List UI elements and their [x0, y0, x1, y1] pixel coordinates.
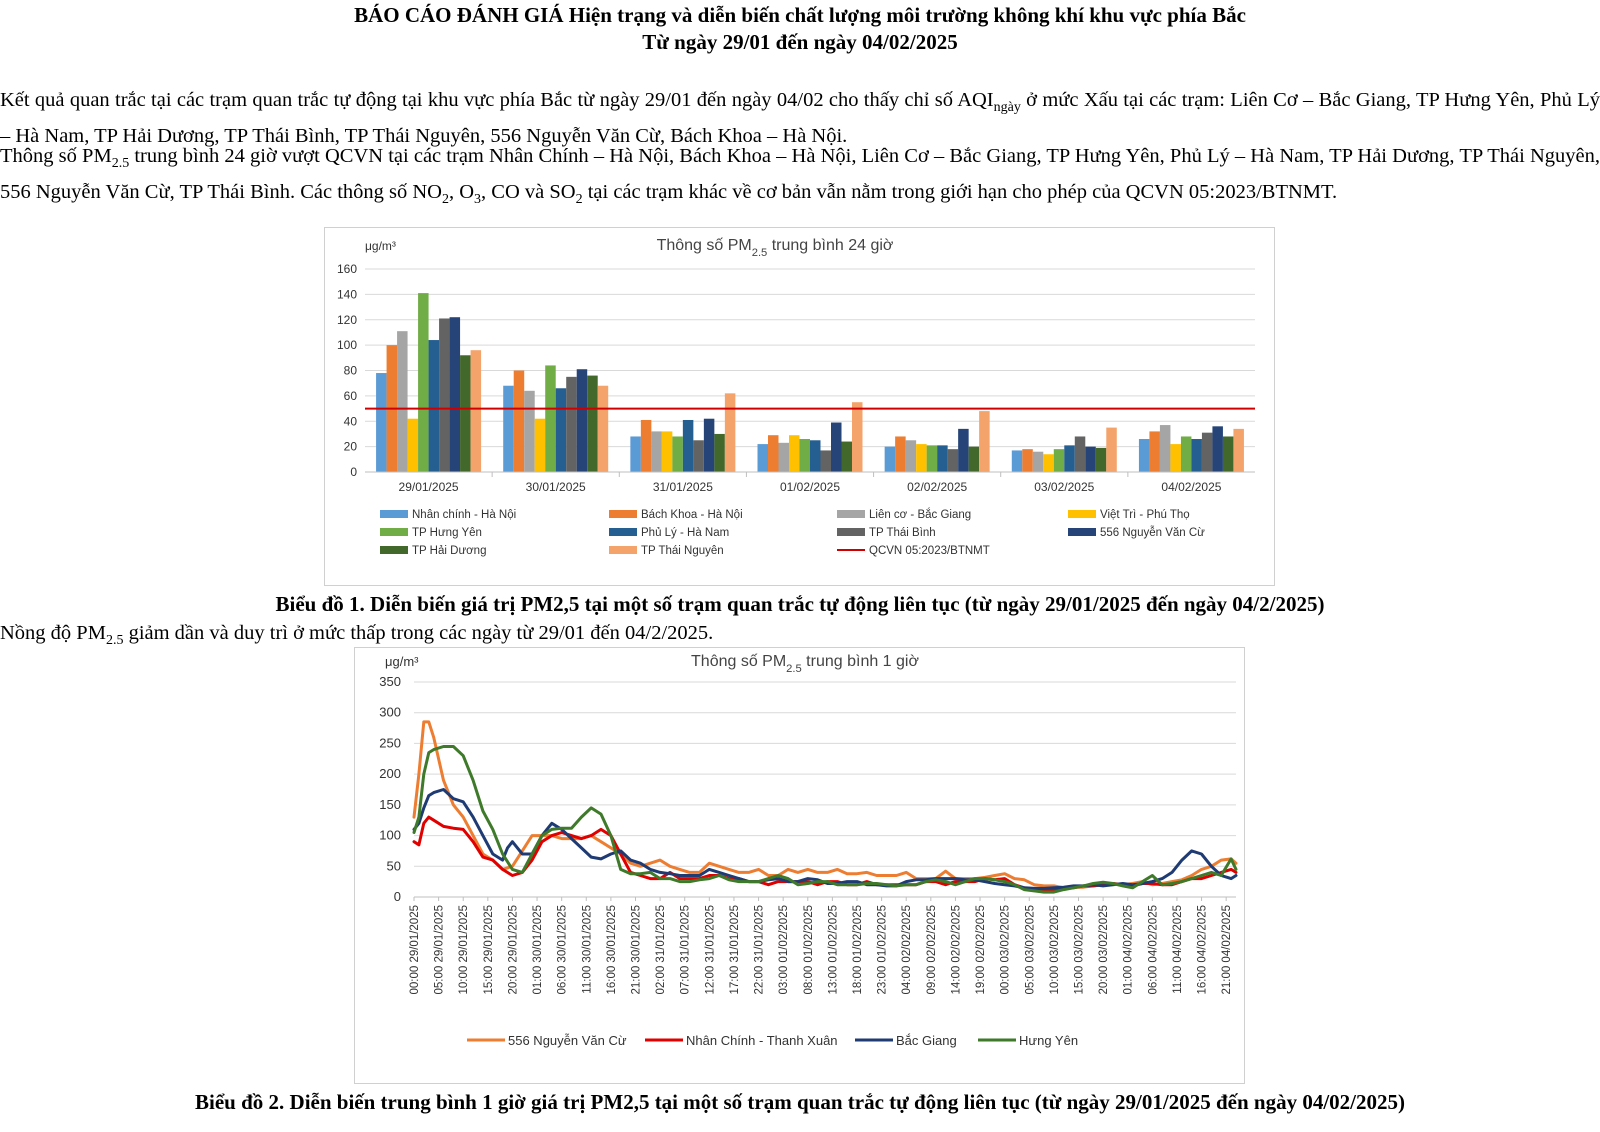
bar [1233, 429, 1244, 472]
x-tick-label: 20:00 29/01/2025 [507, 905, 520, 995]
x-tick-label: 16:00 30/01/2025 [605, 905, 618, 995]
bar [831, 423, 842, 472]
x-tick-label: 01:00 30/01/2025 [532, 905, 545, 995]
x-tick-label: 10:00 29/01/2025 [458, 905, 471, 995]
bar [810, 440, 821, 472]
legend-swatch [380, 528, 408, 536]
x-tick-label: 09:00 02/02/2025 [925, 905, 938, 995]
para3-t1: Nồng độ PM [0, 622, 106, 644]
para2-s4: 2 [575, 192, 583, 208]
x-tick-label: 07:00 31/01/2025 [679, 905, 692, 995]
legend-label: 556 Nguyễn Văn Cừ [508, 1033, 627, 1048]
bar [725, 393, 736, 472]
bar [758, 444, 769, 472]
bar [450, 317, 461, 472]
legend-label: Liên cơ - Bắc Giang [869, 509, 972, 521]
x-tick-label: 30/01/2025 [525, 480, 586, 494]
legend-swatch [380, 510, 408, 518]
bar [789, 435, 800, 472]
para2-t5: tại các trạm khác về cơ bản vẫn nằm trong giới hạn cho phép của QCVN 05:2023/BTNMT. [582, 181, 1338, 204]
legend-label: Hưng Yên [1019, 1033, 1079, 1048]
legend-label: TP Hưng Yên [412, 527, 482, 539]
y-tick-label: 120 [336, 312, 357, 327]
bar [1085, 447, 1096, 472]
bar [1170, 444, 1181, 472]
bar [1181, 436, 1192, 472]
y-axis-unit: μg/m³ [385, 654, 419, 669]
report-title [0, 2, 1600, 56]
x-tick-label: 02:00 31/01/2025 [655, 905, 668, 995]
bar [895, 436, 906, 472]
bar [641, 420, 652, 472]
chart-title: Thông số $PM_{2.5}$ trung bình 1 giờ [691, 653, 919, 675]
bar [429, 340, 440, 472]
para1-sub: ngày [993, 100, 1021, 116]
bar [768, 435, 779, 472]
bar [779, 443, 790, 472]
paragraph-aqi [0, 86, 1600, 150]
y-axis-unit: μg/m³ [365, 239, 396, 253]
bar [885, 447, 896, 472]
para3-s1: 2.5 [105, 633, 124, 649]
bar [1223, 436, 1234, 472]
series-line [414, 747, 1236, 893]
x-tick-label: 03/02/2025 [1034, 480, 1095, 494]
bar [704, 419, 715, 472]
x-tick-label: 05:00 03/02/2025 [1024, 905, 1037, 995]
x-tick-label: 01:00 04/02/2025 [1122, 905, 1135, 995]
bar [1012, 450, 1023, 472]
bar [545, 365, 556, 472]
chart-title: Thông số $PM_{2.5}$ trung bình 24 giờ [656, 237, 894, 259]
x-tick-label: 00:00 29/01/2025 [409, 905, 421, 995]
legend-swatch [837, 510, 865, 518]
y-tick-label: 80 [343, 363, 357, 378]
chart-pm25-1h-svg [355, 648, 1246, 1085]
para3-t2: giảm dần và duy trì ở mức thấp trong các ngày từ 29/01 đến 04/2/2025. [123, 622, 714, 644]
y-tick-label: 0 [393, 889, 401, 904]
legend-label: TP Thái Bình [869, 527, 936, 539]
bar [1139, 439, 1150, 472]
x-tick-label: 21:00 30/01/2025 [630, 905, 643, 995]
x-tick-label: 16:00 04/02/2025 [1196, 905, 1209, 995]
bar [524, 391, 535, 472]
legend-label: QCVN 05:2023/BTNMT [869, 545, 990, 557]
para2-t4: , CO và SO [481, 181, 576, 204]
chart2-caption: Biểu đồ 2. Diễn biến trung bình 1 giờ giá trị PM2,5 tại một số trạm quan trắc tự động liên tục (từ ngày 29/01/2025 đến ngày 04/02/2025) [195, 1090, 1405, 1114]
x-tick-label: 10:00 03/02/2025 [1048, 905, 1061, 995]
y-tick-label: 200 [379, 766, 401, 782]
y-tick-label: 150 [379, 796, 401, 812]
bar [566, 377, 577, 472]
x-tick-label: 11:00 04/02/2025 [1171, 905, 1184, 994]
bar [672, 436, 683, 472]
bar [630, 436, 641, 472]
x-tick-label: 31/01/2025 [652, 480, 713, 494]
bar [1075, 436, 1086, 472]
bar [958, 429, 969, 472]
bar [916, 444, 927, 472]
y-tick-label: 160 [336, 262, 357, 276]
legend-label: Bách Khoa - Hà Nội [641, 509, 743, 521]
bar [556, 388, 567, 472]
x-tick-label: 12:00 31/01/2025 [704, 905, 717, 995]
bar [937, 445, 948, 472]
bar [821, 450, 832, 472]
bar [1212, 426, 1223, 472]
bar [587, 376, 598, 472]
para2-t1: Thông số PM [0, 145, 112, 167]
bar [1043, 454, 1054, 472]
x-tick-label: 01/02/2025 [779, 480, 841, 494]
bar [852, 402, 863, 472]
x-tick-label: 11:00 30/01/2025 [581, 905, 594, 994]
bar [683, 420, 694, 472]
x-tick-label: 21:00 04/02/2025 [1221, 905, 1234, 995]
bar [969, 447, 980, 472]
x-tick-label: 29/01/2025 [398, 480, 459, 494]
x-tick-label: 04:00 02/02/2025 [901, 905, 914, 995]
bar [1096, 448, 1107, 472]
bar [535, 419, 546, 472]
bar [460, 355, 471, 472]
x-tick-label: 13:00 01/02/2025 [827, 905, 840, 995]
chart-pm25-24h-svg [325, 228, 1276, 587]
bar [1022, 449, 1032, 472]
x-tick-label: 15:00 03/02/2025 [1073, 905, 1086, 995]
y-tick-label: 50 [386, 858, 401, 874]
x-tick-label: 18:00 01/02/2025 [851, 905, 864, 995]
chart-pm25-24h [324, 227, 1275, 586]
bar [948, 449, 959, 472]
bar [1191, 439, 1202, 472]
bar [1106, 428, 1117, 472]
bar [577, 369, 588, 472]
legend-label: Nhân chính - Hà Nội [412, 509, 517, 521]
legend-label: Phủ Lý - Hà Nam [641, 527, 730, 539]
legend-label: TP Thái Nguyên [641, 545, 724, 557]
y-tick-label: 140 [336, 287, 357, 302]
x-tick-label: 19:00 02/02/2025 [975, 905, 988, 995]
legend-swatch [609, 546, 637, 554]
x-tick-label: 03:00 01/02/2025 [778, 905, 791, 995]
bar [1064, 445, 1075, 472]
legend-label: Việt Trì - Phú Thọ [1100, 509, 1190, 521]
bar [714, 434, 725, 472]
x-tick-label: 05:00 29/01/2025 [433, 905, 446, 995]
bar [1160, 425, 1171, 472]
x-tick-label: 06:00 04/02/2025 [1147, 905, 1160, 995]
y-tick-label: 60 [343, 388, 357, 403]
chart1-caption: Biểu đồ 1. Diễn biến giá trị PM2,5 tại một số trạm quan trắc tự động liên tục (từ ngày 29/01/2025 đến ngày 04/2/2025) [275, 592, 1325, 616]
report-title-line1: BÁO CÁO ĐÁNH GIÁ Hiện trạng và diễn biến chất lượng môi trường không khí khu vực phía Bắc [354, 3, 1246, 27]
bar [471, 350, 482, 472]
para1-text-a: Kết quả quan trắc tại các trạm quan trắc tự động tại khu vực phía Bắc từ ngày 29/01 đến ngày 04/02 cho thấy chỉ số AQI [0, 89, 994, 111]
x-tick-label: 02/02/2025 [907, 480, 968, 494]
bar [1033, 452, 1044, 472]
bar [514, 371, 525, 473]
legend-swatch [837, 528, 865, 536]
para1-text-b: ở mức Xấu tại các trạm: Liên Cơ – Bắc Giang, TP Hưng Yên, Phủ Lý – Hà Nam, TP Hải Dương, TP Thái Bình, TP Thái Nguyên, 556 Nguyễn Văn Cừ, Bách Khoa – Hà Nội. [0, 89, 1600, 148]
bar [1202, 433, 1213, 472]
x-tick-label: 15:00 29/01/2025 [482, 905, 495, 995]
y-tick-label: 350 [379, 674, 401, 689]
x-tick-label: 08:00 01/02/2025 [802, 905, 815, 995]
chart-pm25-1h [354, 647, 1245, 1084]
legend-swatch [1068, 510, 1096, 518]
para2-t2: trung bình 24 giờ vượt QCVN tại các trạm Nhân Chính – Hà Nội, Bách Khoa – Hà Nội, Liên Cơ – Bắc Giang, TP Hưng Yên, Phủ Lý – Hà Nam, TP Hải Dương, TP Thái Nguyên, 556 Nguyễn Văn Cừ, TP Thái Bình. Các thông số NO [0, 145, 1600, 204]
para2-s2: 2 [441, 192, 449, 208]
bar [598, 386, 609, 472]
y-tick-label: 40 [343, 414, 357, 429]
y-tick-label: 100 [379, 827, 401, 843]
bar [906, 440, 917, 472]
bar [662, 431, 673, 472]
x-tick-label: 04/02/2025 [1161, 480, 1222, 494]
para2-s1: 2.5 [111, 156, 130, 172]
bar [503, 386, 514, 472]
series-line [414, 817, 1236, 891]
report-title-line2: Từ ngày 29/01 đến ngày 04/02/2025 [642, 30, 958, 54]
bar [408, 419, 419, 472]
bar [1149, 431, 1160, 472]
bar [439, 318, 450, 472]
legend-label: 556 Nguyễn Văn Cừ [1100, 527, 1205, 539]
y-tick-label: 250 [379, 735, 401, 751]
bar [397, 331, 408, 472]
y-tick-label: 20 [343, 439, 357, 454]
x-tick-label: 22:00 31/01/2025 [753, 905, 766, 995]
y-tick-label: 300 [379, 704, 401, 720]
bar [418, 293, 429, 472]
x-tick-label: 06:00 30/01/2025 [556, 905, 569, 995]
legend-label: Bắc Giang [896, 1033, 957, 1048]
legend-label: Nhân Chính - Thanh Xuân [686, 1033, 838, 1048]
legend-swatch [609, 528, 637, 536]
bar [842, 442, 853, 472]
bar [693, 440, 704, 472]
x-tick-label: 23:00 01/02/2025 [876, 905, 889, 995]
x-tick-label: 17:00 31/01/2025 [728, 905, 741, 995]
legend-swatch [609, 510, 637, 518]
bar [979, 411, 990, 472]
x-tick-label: 20:00 03/02/2025 [1098, 905, 1111, 995]
x-tick-label: 14:00 02/02/2025 [950, 905, 963, 995]
legend-swatch [380, 546, 408, 554]
para2-t3: , O [448, 181, 475, 204]
legend-swatch [1068, 528, 1096, 536]
x-tick-label: 00:00 03/02/2025 [999, 905, 1012, 995]
bar [800, 439, 811, 472]
bar [1054, 449, 1065, 472]
paragraph-pm25 [0, 142, 1600, 214]
legend-label: TP Hải Dương [412, 545, 487, 557]
para2-s3: 3 [474, 192, 482, 208]
bar [376, 373, 387, 472]
y-tick-label: 0 [350, 465, 357, 479]
y-tick-label: 100 [336, 338, 357, 353]
bar [927, 445, 938, 472]
bar [651, 431, 662, 472]
